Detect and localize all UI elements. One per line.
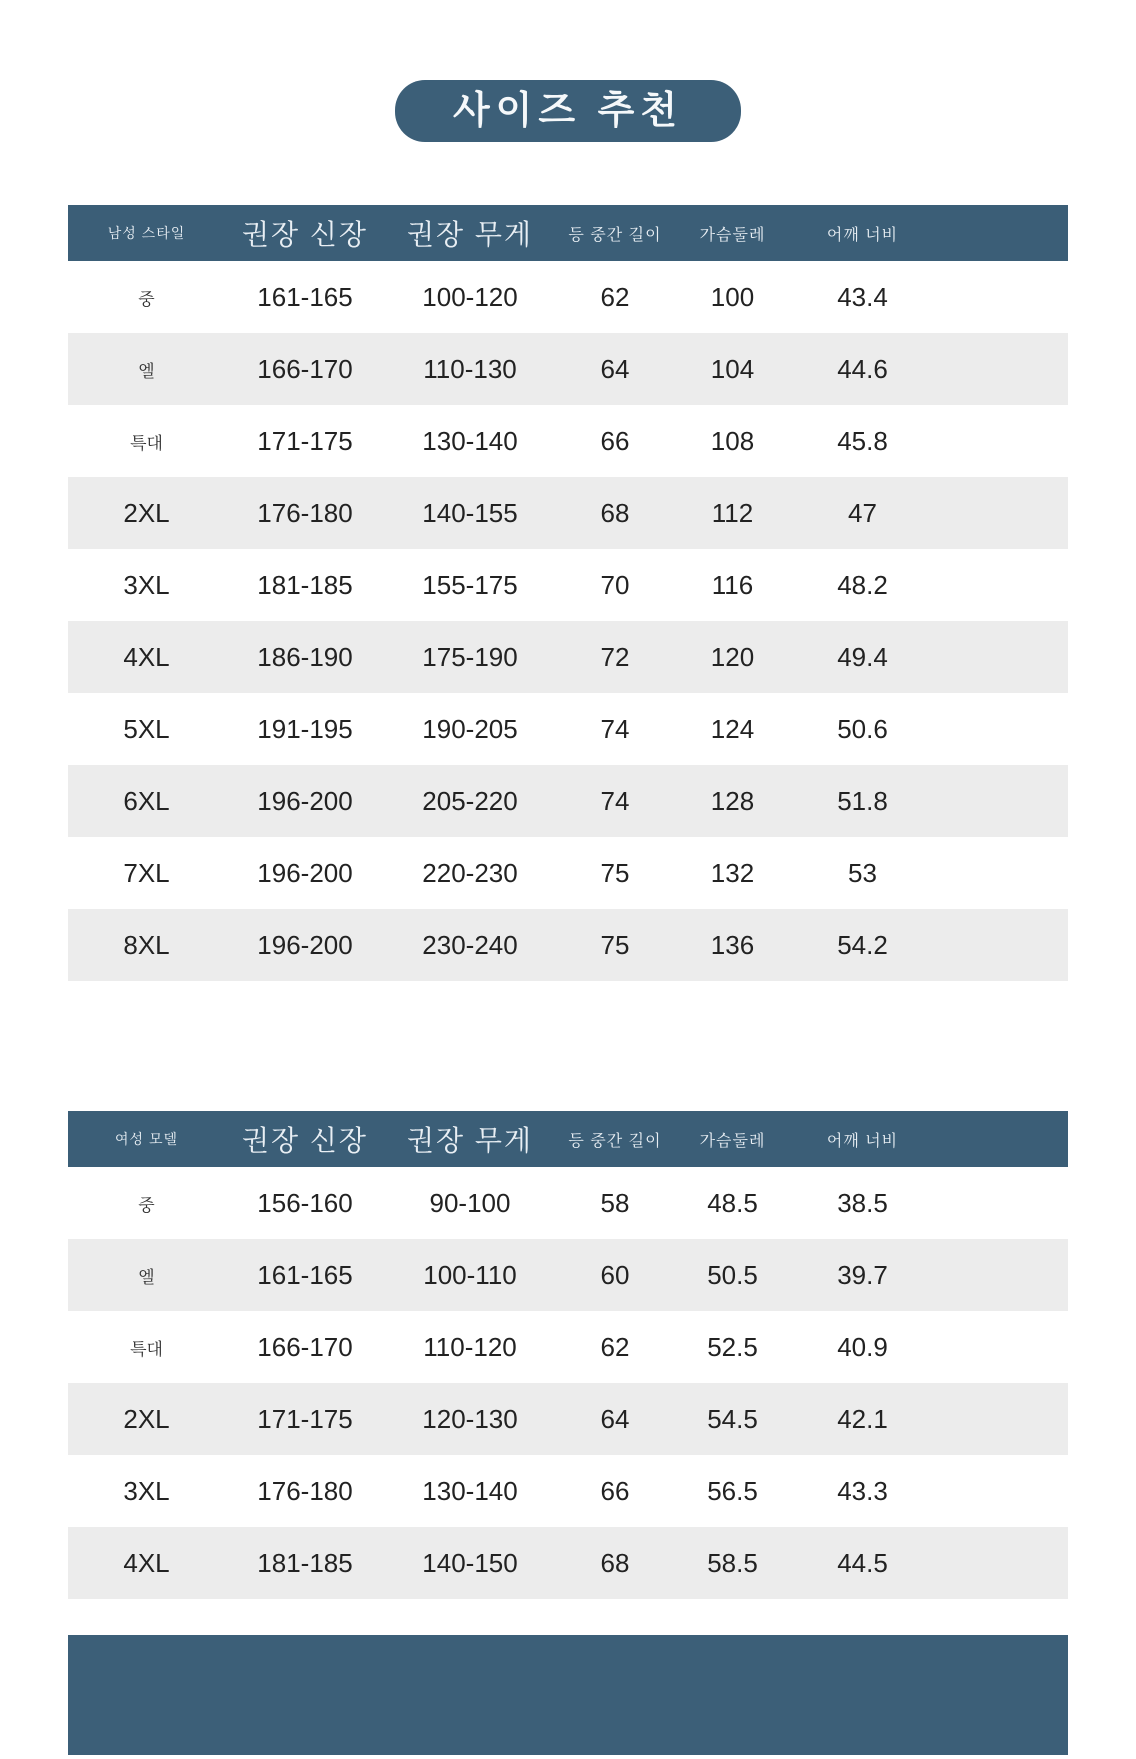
size-label: 엘	[138, 361, 155, 381]
value-cell: 66	[600, 1475, 630, 1506]
value-cell: 75	[600, 857, 630, 888]
footer-band	[68, 1635, 1068, 1755]
value-cell: 43.3	[837, 1475, 888, 1506]
value-cell: 48.5	[707, 1187, 758, 1218]
table-row	[68, 1311, 1068, 1383]
value-cell: 186-190	[257, 641, 353, 672]
value-cell: 196-200	[257, 785, 353, 816]
column-header-4: 가슴둘레	[699, 226, 766, 244]
column-header-1: 권장 신장	[242, 1125, 368, 1156]
value-cell: 90-100	[429, 1187, 511, 1218]
size-label: 4XL	[123, 641, 170, 672]
value-cell: 166-170	[257, 353, 353, 384]
value-cell: 120-130	[422, 1403, 518, 1434]
women-table-body	[68, 1167, 1068, 1599]
value-cell: 132	[710, 857, 755, 888]
value-cell: 40.9	[837, 1331, 888, 1362]
page-title: 사이즈 추천	[395, 80, 741, 142]
value-cell: 196-200	[257, 929, 353, 960]
value-cell: 48.2	[837, 569, 888, 600]
value-cell: 136	[710, 929, 755, 960]
value-cell: 50.5	[707, 1259, 758, 1290]
value-cell: 171-175	[257, 425, 353, 456]
value-cell: 100-110	[423, 1259, 517, 1290]
value-cell: 51.8	[837, 785, 888, 816]
value-cell: 155-175	[422, 569, 518, 600]
value-cell: 70	[600, 569, 630, 600]
value-cell: 64	[600, 353, 630, 384]
value-cell: 44.6	[837, 353, 888, 384]
size-label: 특대	[130, 433, 163, 453]
value-cell: 156-160	[257, 1187, 353, 1218]
value-cell: 58.5	[707, 1547, 758, 1578]
table-row	[68, 1527, 1068, 1599]
column-header-5: 어깨 너비	[826, 226, 899, 244]
value-cell: 116	[711, 569, 754, 600]
value-cell: 72	[600, 641, 630, 672]
men-size-table	[68, 205, 1068, 981]
value-cell: 47	[848, 497, 877, 528]
value-cell: 110-130	[423, 353, 517, 384]
table-row	[68, 693, 1068, 765]
value-cell: 191-195	[257, 713, 353, 744]
value-cell: 140-150	[422, 1547, 518, 1578]
value-cell: 104	[710, 353, 755, 384]
table-row	[68, 477, 1068, 549]
value-cell: 130-140	[422, 425, 518, 456]
column-header-1: 권장 신장	[242, 219, 368, 250]
value-cell: 100-120	[422, 281, 518, 312]
table-row	[68, 1239, 1068, 1311]
value-cell: 176-180	[257, 1475, 353, 1506]
value-cell: 161-165	[257, 1259, 353, 1290]
table-row	[68, 621, 1068, 693]
title-area	[0, 0, 1136, 142]
table-row	[68, 1455, 1068, 1527]
value-cell: 60	[600, 1259, 630, 1290]
women-size-table	[68, 1111, 1068, 1599]
column-header-3: 등 중간 길이	[568, 226, 662, 244]
column-header-2: 권장 무게	[407, 219, 533, 250]
size-label: 2XL	[123, 497, 170, 528]
value-cell: 53	[848, 857, 877, 888]
column-header-2: 권장 무게	[407, 1125, 533, 1156]
value-cell: 75	[600, 929, 630, 960]
value-cell: 171-175	[257, 1403, 353, 1434]
value-cell: 52.5	[707, 1331, 758, 1362]
size-label: 3XL	[123, 1475, 170, 1506]
value-cell: 230-240	[422, 929, 518, 960]
men-table-header-row	[68, 205, 1068, 261]
value-cell: 49.4	[837, 641, 888, 672]
value-cell: 42.1	[837, 1403, 888, 1434]
value-cell: 196-200	[257, 857, 353, 888]
value-cell: 74	[600, 713, 630, 744]
value-cell: 39.7	[837, 1259, 888, 1290]
value-cell: 64	[600, 1403, 630, 1434]
value-cell: 54.2	[837, 929, 888, 960]
value-cell: 166-170	[257, 1331, 353, 1362]
value-cell: 161-165	[257, 281, 353, 312]
value-cell: 62	[600, 1331, 630, 1362]
column-header-0: 여성 모델	[115, 1131, 178, 1147]
size-label: 8XL	[123, 929, 170, 960]
column-header-4: 가슴둘레	[699, 1132, 766, 1150]
table-row	[68, 261, 1068, 333]
table-row	[68, 837, 1068, 909]
size-label: 5XL	[123, 713, 170, 744]
value-cell: 140-155	[422, 497, 518, 528]
men-table-body	[68, 261, 1068, 981]
size-label: 엘	[138, 1267, 155, 1287]
table-row	[68, 405, 1068, 477]
value-cell: 66	[600, 425, 630, 456]
value-cell: 181-185	[257, 1547, 353, 1578]
value-cell: 205-220	[422, 785, 518, 816]
value-cell: 176-180	[257, 497, 353, 528]
value-cell: 45.8	[837, 425, 888, 456]
value-cell: 130-140	[422, 1475, 518, 1506]
column-header-0: 남성 스타일	[107, 225, 186, 241]
size-label: 4XL	[123, 1547, 170, 1578]
value-cell: 110-120	[423, 1331, 517, 1362]
value-cell: 128	[710, 785, 755, 816]
size-label: 중	[138, 1195, 155, 1215]
size-label: 3XL	[123, 569, 170, 600]
table-row	[68, 1167, 1068, 1239]
table-row	[68, 333, 1068, 405]
table-row	[68, 909, 1068, 981]
value-cell: 181-185	[257, 569, 353, 600]
value-cell: 50.6	[837, 713, 888, 744]
value-cell: 44.5	[837, 1547, 888, 1578]
women-table-header-row	[68, 1111, 1068, 1167]
value-cell: 68	[600, 497, 630, 528]
column-header-5: 어깨 너비	[826, 1132, 899, 1150]
value-cell: 120	[710, 641, 755, 672]
value-cell: 100	[710, 281, 755, 312]
table-row	[68, 549, 1068, 621]
value-cell: 190-205	[422, 713, 518, 744]
value-cell: 56.5	[707, 1475, 758, 1506]
value-cell: 112	[711, 497, 754, 528]
value-cell: 54.5	[707, 1403, 758, 1434]
size-label: 특대	[130, 1339, 163, 1359]
value-cell: 175-190	[422, 641, 518, 672]
value-cell: 74	[600, 785, 630, 816]
value-cell: 108	[710, 425, 755, 456]
value-cell: 124	[710, 713, 755, 744]
value-cell: 220-230	[422, 857, 518, 888]
size-label: 중	[138, 289, 155, 309]
table-row	[68, 1383, 1068, 1455]
size-label: 6XL	[123, 785, 170, 816]
value-cell: 43.4	[837, 281, 888, 312]
size-label: 2XL	[123, 1403, 170, 1434]
value-cell: 68	[600, 1547, 630, 1578]
column-header-3: 등 중간 길이	[568, 1132, 662, 1150]
size-label: 7XL	[123, 857, 170, 888]
value-cell: 62	[600, 281, 630, 312]
value-cell: 58	[600, 1187, 630, 1218]
value-cell: 38.5	[837, 1187, 888, 1218]
table-row	[68, 765, 1068, 837]
